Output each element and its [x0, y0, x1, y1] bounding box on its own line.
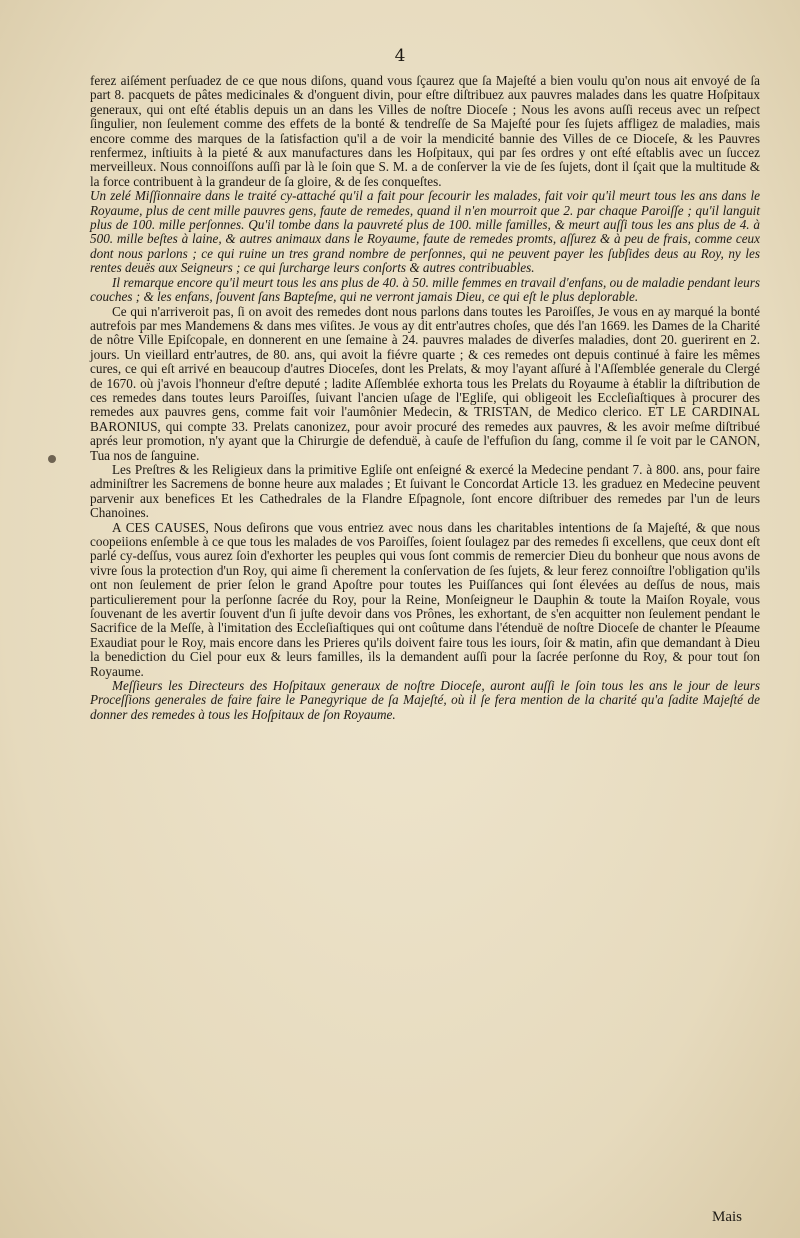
paragraph-7: Meſſieurs les Directeurs des Hoſpitaux generaux de noſtre Dioceſe, auront auſſi le ſoin tous les ans le jour de leurs Proceſſions generales de faire faire le Panegyrique de ſa Majeſté, où il ſe fera mention de la charité qu'a ſadite Majeſté de donner des remedes à tous les Hoſpitaux de ſon Royaume.: [90, 678, 760, 722]
paragraph-2: Un zelé Miſſionnaire dans le traité cy-attaché qu'il a fait pour ſecourir les malades, fait voir qu'il meurt tous les ans dans le Royaume, plus de cent mille pauvres gens, faute de remedes, quand il n'en mourroit que 2. par chaque Paroiſſe ; qu'il languit plus de 100. mille perſonnes. Qu'il tombe dans la pauvreté plus de 100. mille familles, & meurt auſſi tous les ans plus de 4. à 500. mille beſtes à laine, & autres animaux dans le Royaume, faute de remedes promts, aſſurez & à peu de frais, comme ceux dont nous parlons ; ce qui ruine un tres grand nombre de perſonnes, qui ne peuvent payer les ſubſides deus au Roy, ny les rentes deuës aux Seigneurs ; ce qui ſurcharge leurs conſorts & autres contribuables.: [90, 188, 760, 276]
paragraph-4: Ce qui n'arriveroit pas, ſi on avoit des remedes dont nous parlons dans toutes les Paroiſſes, Je vous en ay marqué la bonté autrefois par mes Mandemens & dans mes viſites. Je vous ay dit entr'autres choſes, que dés l'an 1669. les Dames de la Charité de nôtre Ville Epiſcopale, en donnerent en une ſemaine à 24. pauvres malades de diverſes maladies, dont 20. guerirent en 2. jours. Un vieillard entr'autres, de 80. ans, qui avoit la fiévre quarte ; & ces remedes ont depuis continué à faire les mêmes cures, ce qui eſt arrivé en beaucoup d'autres Dioceſes, dont les Prelats, & moy l'ayant aſſuré à l'Aſſemblée generale du Clergé de 1670. où j'avois l'honneur d'eſtre deputé ; ladite Aſſemblée exhorta tous les Prelats du Royaume à établir la diſtribution de ces remedes dans toutes leurs Paroiſſes, ſuivant l'ancien uſage de l'Egliſe, qui obligeoit les Eccleſiaſtiques à procurer des remedes aux pauvres gens, comme fait voir l'aumônier Medecin, & TRISTAN, de Medico clerico. ET LE CARDINAL BARONIUS, qui compte 33. Prelats canonizez, pour avoir procuré des remedes aux pauvres, & les avoir meſme diſtribué aprés leur promotion, n'y ayant que la Chirurgie de defenduë, à cauſe de l'effuſion du ſang, comme il ſe voit par le CANON, Tua nos de ſanguine.: [90, 303, 760, 463]
ink-blot: [48, 455, 56, 463]
paragraph-5: Les Preſtres & les Religieux dans la primitive Egliſe ont enſeigné & exercé la Medecine pendant 7. à 800. ans, pour faire adminiſtrer les Sacremens de bonne heure aux malades ; Et ſuivant le Concordat Article 13. les graduez en Medecine peuvent parvenir aux benefices Et les Cathedrales de la Flandre Eſpagnole, ſont encore diſtribuer des remedes par l'un de leurs Chanoines.: [90, 461, 760, 521]
body-text: [90, 74, 760, 722]
paragraph-3: Il remarque encore qu'il meurt tous les ans plus de 40. à 50. mille femmes en travail d'enfans, ou de maladie pendant leurs couches ; & les enfans, ſouvent ſans Bapteſme, qui ne verront jamais Dieu, ce qui eſt le plus deplorable.: [90, 274, 760, 305]
catchword: Mais: [712, 1209, 742, 1225]
page-number: 4: [394, 46, 406, 66]
paragraph-1: ferez aiſément perſuadez de ce que nous diſons, quand vous ſçaurez que ſa Majeſté a bien voulu qu'on nous ait envoyé de ſa part 8. pacquets de pâtes medicinales & d'onguent divin, pour eſtre diſtribuez aux pauvres malades dans les quatre Hoſpitaux generaux, qui ont eſté établis depuis un an dans les Villes de noſtre Dioceſe ; Nous les avons auſſi receus avec un reſpect ſingulier, non ſeulement comme des effets de la bonté & tendreſſe de Sa Majeſté pour ſes ſujets affligez de maladies, mais encore comme des marques de la ſatisfaction qu'il a de voir la mendicité bannie des Villes de ce Dioceſe, & les Pauvres renfermez, inſtiuits à la pieté & aux manufactures dans les Hoſpitaux, qui par ſes ordres y ont eſté eſtablis avec un ſuccez merveilleux. Nous connoiſſons auſſi par là le ſoin que S. M. a de conſerver la vie de ſes ſujets, dont il ſçait que la multitude & la force contribuent à la grandeur de ſa gloire, & de ſes conqueſtes.: [90, 73, 760, 189]
paragraph-6: A CES CAUSES, Nous deſirons que vous entriez avec nous dans les charitables intentions de ſa Majeſté, & que nous coopeiions enſemble à ce que tous les malades de vos Paroiſſes, ſoient ſoulagez par des remedes ſi excellens, que ceux dont eſt parlé cy-deſſus, vous aurez ſoin d'exhorter les peuples qui vous ſont commis de remercier Dieu du bonheur que nous avons de vivre ſous la protection d'un Roy, qui aime ſi cherement la conſervation de ſes ſujets, & leur ferez connoiſtre l'obligation qu'ils ont non ſeulement de prier ſelon le grand Apoſtre pour toutes les Puiſſances qui ſont élevées au deſſus de nous, mais particulierement pour la perſonne ſacrée du Roy, pour la Reine, Monſeigneur le Dauphin & toute la Maiſon Royale, vous ſouvenant de les avertir ſouvent d'un ſi juſte devoir dans vos Prônes, les exhortant, de s'en acquitter non ſeulement pendant le Sacrifice de la Meſſe, à l'imitation des Eccleſiaſtiques qui ont coûtume dans l'étenduë de noſtre Dioceſe de chanter le Pſeaume Exaudiat pour le Roy, mais encore dans les Prieres qu'ils doivent faire tous les iours, ſoir & matin, afin que demandant à Dieu la benediction du Ciel pour eux & leurs familles, ils la demandent auſſi pour la ſacrée perſonne du Roy, & pour tout ſon Royaume.: [90, 519, 760, 679]
